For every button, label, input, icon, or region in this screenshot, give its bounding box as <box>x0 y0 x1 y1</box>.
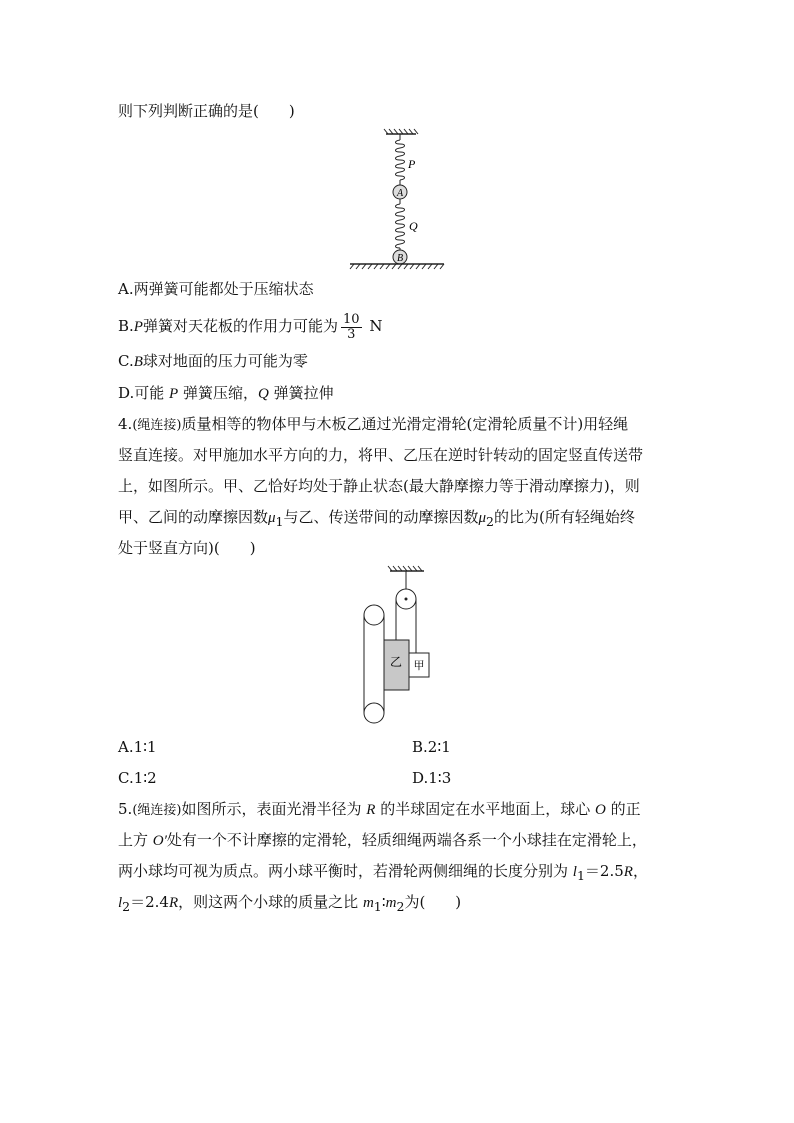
q4-option-b: B.2∶1 <box>412 738 451 756</box>
fraction-denominator: 3 <box>347 326 356 342</box>
q4-option-a: A.1∶1 <box>118 738 157 756</box>
equation: ＝2.4 <box>130 893 169 911</box>
q5-line-3 <box>118 861 648 886</box>
ball-b <box>393 250 407 264</box>
var-r: R <box>366 802 376 818</box>
q4-option-c: C.1∶2 <box>118 769 157 787</box>
var-mu: μ <box>268 510 276 526</box>
q5-text: 为( ) <box>404 893 462 911</box>
var-r: R <box>623 864 633 880</box>
q4-text: 的比为(所有轻绳始终 <box>494 508 635 526</box>
q5-text: 上方 <box>118 831 149 849</box>
pulley <box>396 589 416 609</box>
q4-line-2: 竖直连接。对甲施加水平方向的力，将甲、乙压在逆时针转动的固定竖直传送带 <box>118 446 644 464</box>
q5-text: 的正 <box>610 800 641 818</box>
q3-option-d-text2: 弹簧拉伸 <box>273 384 334 402</box>
q4-line-5: 处于竖直方向)( ) <box>118 539 256 557</box>
q3-option-a: A.两弹簧可能都处于压缩状态 <box>118 280 314 298</box>
q3-option-c-prefix: C. <box>118 352 134 370</box>
label-q: Q <box>409 219 418 233</box>
var-r: R <box>168 895 179 911</box>
q4-text: 与乙、传送带间的动摩擦因数 <box>283 508 479 526</box>
subscript: 2 <box>122 899 131 914</box>
subscript: 2 <box>486 514 494 529</box>
q5-line-4 <box>118 892 461 917</box>
q5-text: 两小球均可视为质点。两小球平衡时，若滑轮两侧细绳的长度分别为 <box>118 862 569 880</box>
q4-tag: (绳连接) <box>132 418 182 433</box>
label-b: B <box>396 253 404 264</box>
var-l: l <box>118 895 123 911</box>
q5-number: 5. <box>118 800 133 818</box>
label-a: A <box>396 188 404 199</box>
label-jia: 甲 <box>413 660 425 672</box>
fraction <box>341 313 362 342</box>
q4-option-d: D.1∶3 <box>412 769 452 787</box>
q4-text: 质量相等的物体甲与木板乙通过光滑定滑轮(定滑轮质量不计)用轻绳 <box>181 415 629 433</box>
q3-option-c <box>118 351 308 372</box>
q5-text: 处有一个不计摩擦的定滑轮，轻质细绳两端各系一个小球挂在定滑轮上， <box>166 831 647 849</box>
label-p: P <box>408 157 416 171</box>
var-b: B <box>133 354 143 370</box>
q5-text: ， <box>632 862 648 880</box>
unit: N <box>369 317 383 335</box>
spring-p <box>396 140 405 180</box>
label-yi: 乙 <box>389 655 403 669</box>
equation: ＝2.5 <box>584 862 624 880</box>
conveyor-belt <box>364 605 384 723</box>
board-yi <box>384 640 409 690</box>
subscript: 2 <box>396 899 405 914</box>
var-p: P <box>169 386 179 402</box>
var-m: m <box>362 895 374 911</box>
spring-q <box>396 204 405 248</box>
var-q: Q <box>258 386 269 402</box>
q3-option-d-text: 弹簧压缩， <box>183 384 259 402</box>
ceiling <box>388 566 424 571</box>
var-mu: μ <box>478 510 487 526</box>
q3-option-d-prefix: D.可能 <box>118 384 165 402</box>
subscript: 1 <box>576 868 585 883</box>
ball-a <box>393 185 407 199</box>
subscript: 1 <box>373 899 382 914</box>
q4-line-4 <box>118 507 635 532</box>
q3-stem-tail: 则下列判断正确的是( ) <box>118 102 295 120</box>
q4-pulley-figure <box>360 565 460 735</box>
subscript: 1 <box>275 514 284 529</box>
var-p: P <box>133 319 143 335</box>
ground <box>350 264 444 269</box>
q3-option-b <box>118 311 382 342</box>
ratio-colon: ∶ <box>381 893 386 911</box>
q5-text: 如图所示，表面光滑半径为 <box>181 800 362 818</box>
var-m: m <box>385 895 397 911</box>
ceiling <box>384 129 418 134</box>
q5-text: 的半球固定在水平地面上，球心 <box>380 800 591 818</box>
q4-line-1 <box>118 414 628 436</box>
q4-line-3: 上，如图所示。甲、乙恰好均处于静止状态(最大静摩擦力等于滑动摩擦力)，则 <box>118 477 640 495</box>
q3-option-d <box>118 383 334 404</box>
q3-option-c-text: 球对地面的压力可能为零 <box>142 352 308 370</box>
var-o-prime: O′ <box>152 833 167 849</box>
q3-option-b-text: 弹簧对天花板的作用力可能为 <box>142 317 338 335</box>
q5-tag: (绳连接) <box>132 803 182 818</box>
fraction-numerator: 10 <box>342 311 360 327</box>
q4-number: 4. <box>118 415 133 433</box>
q5-line-1 <box>118 799 641 821</box>
q4-text: 甲、乙间的动摩擦因数 <box>118 508 269 526</box>
var-l: l <box>572 864 577 880</box>
q3-option-b-prefix: B. <box>118 317 134 335</box>
q5-line-2 <box>118 830 647 851</box>
block-jia <box>409 653 429 677</box>
q5-text: ，则这两个小球的质量之比 <box>178 893 359 911</box>
var-o: O <box>595 802 606 818</box>
q3-spring-figure <box>348 128 458 270</box>
